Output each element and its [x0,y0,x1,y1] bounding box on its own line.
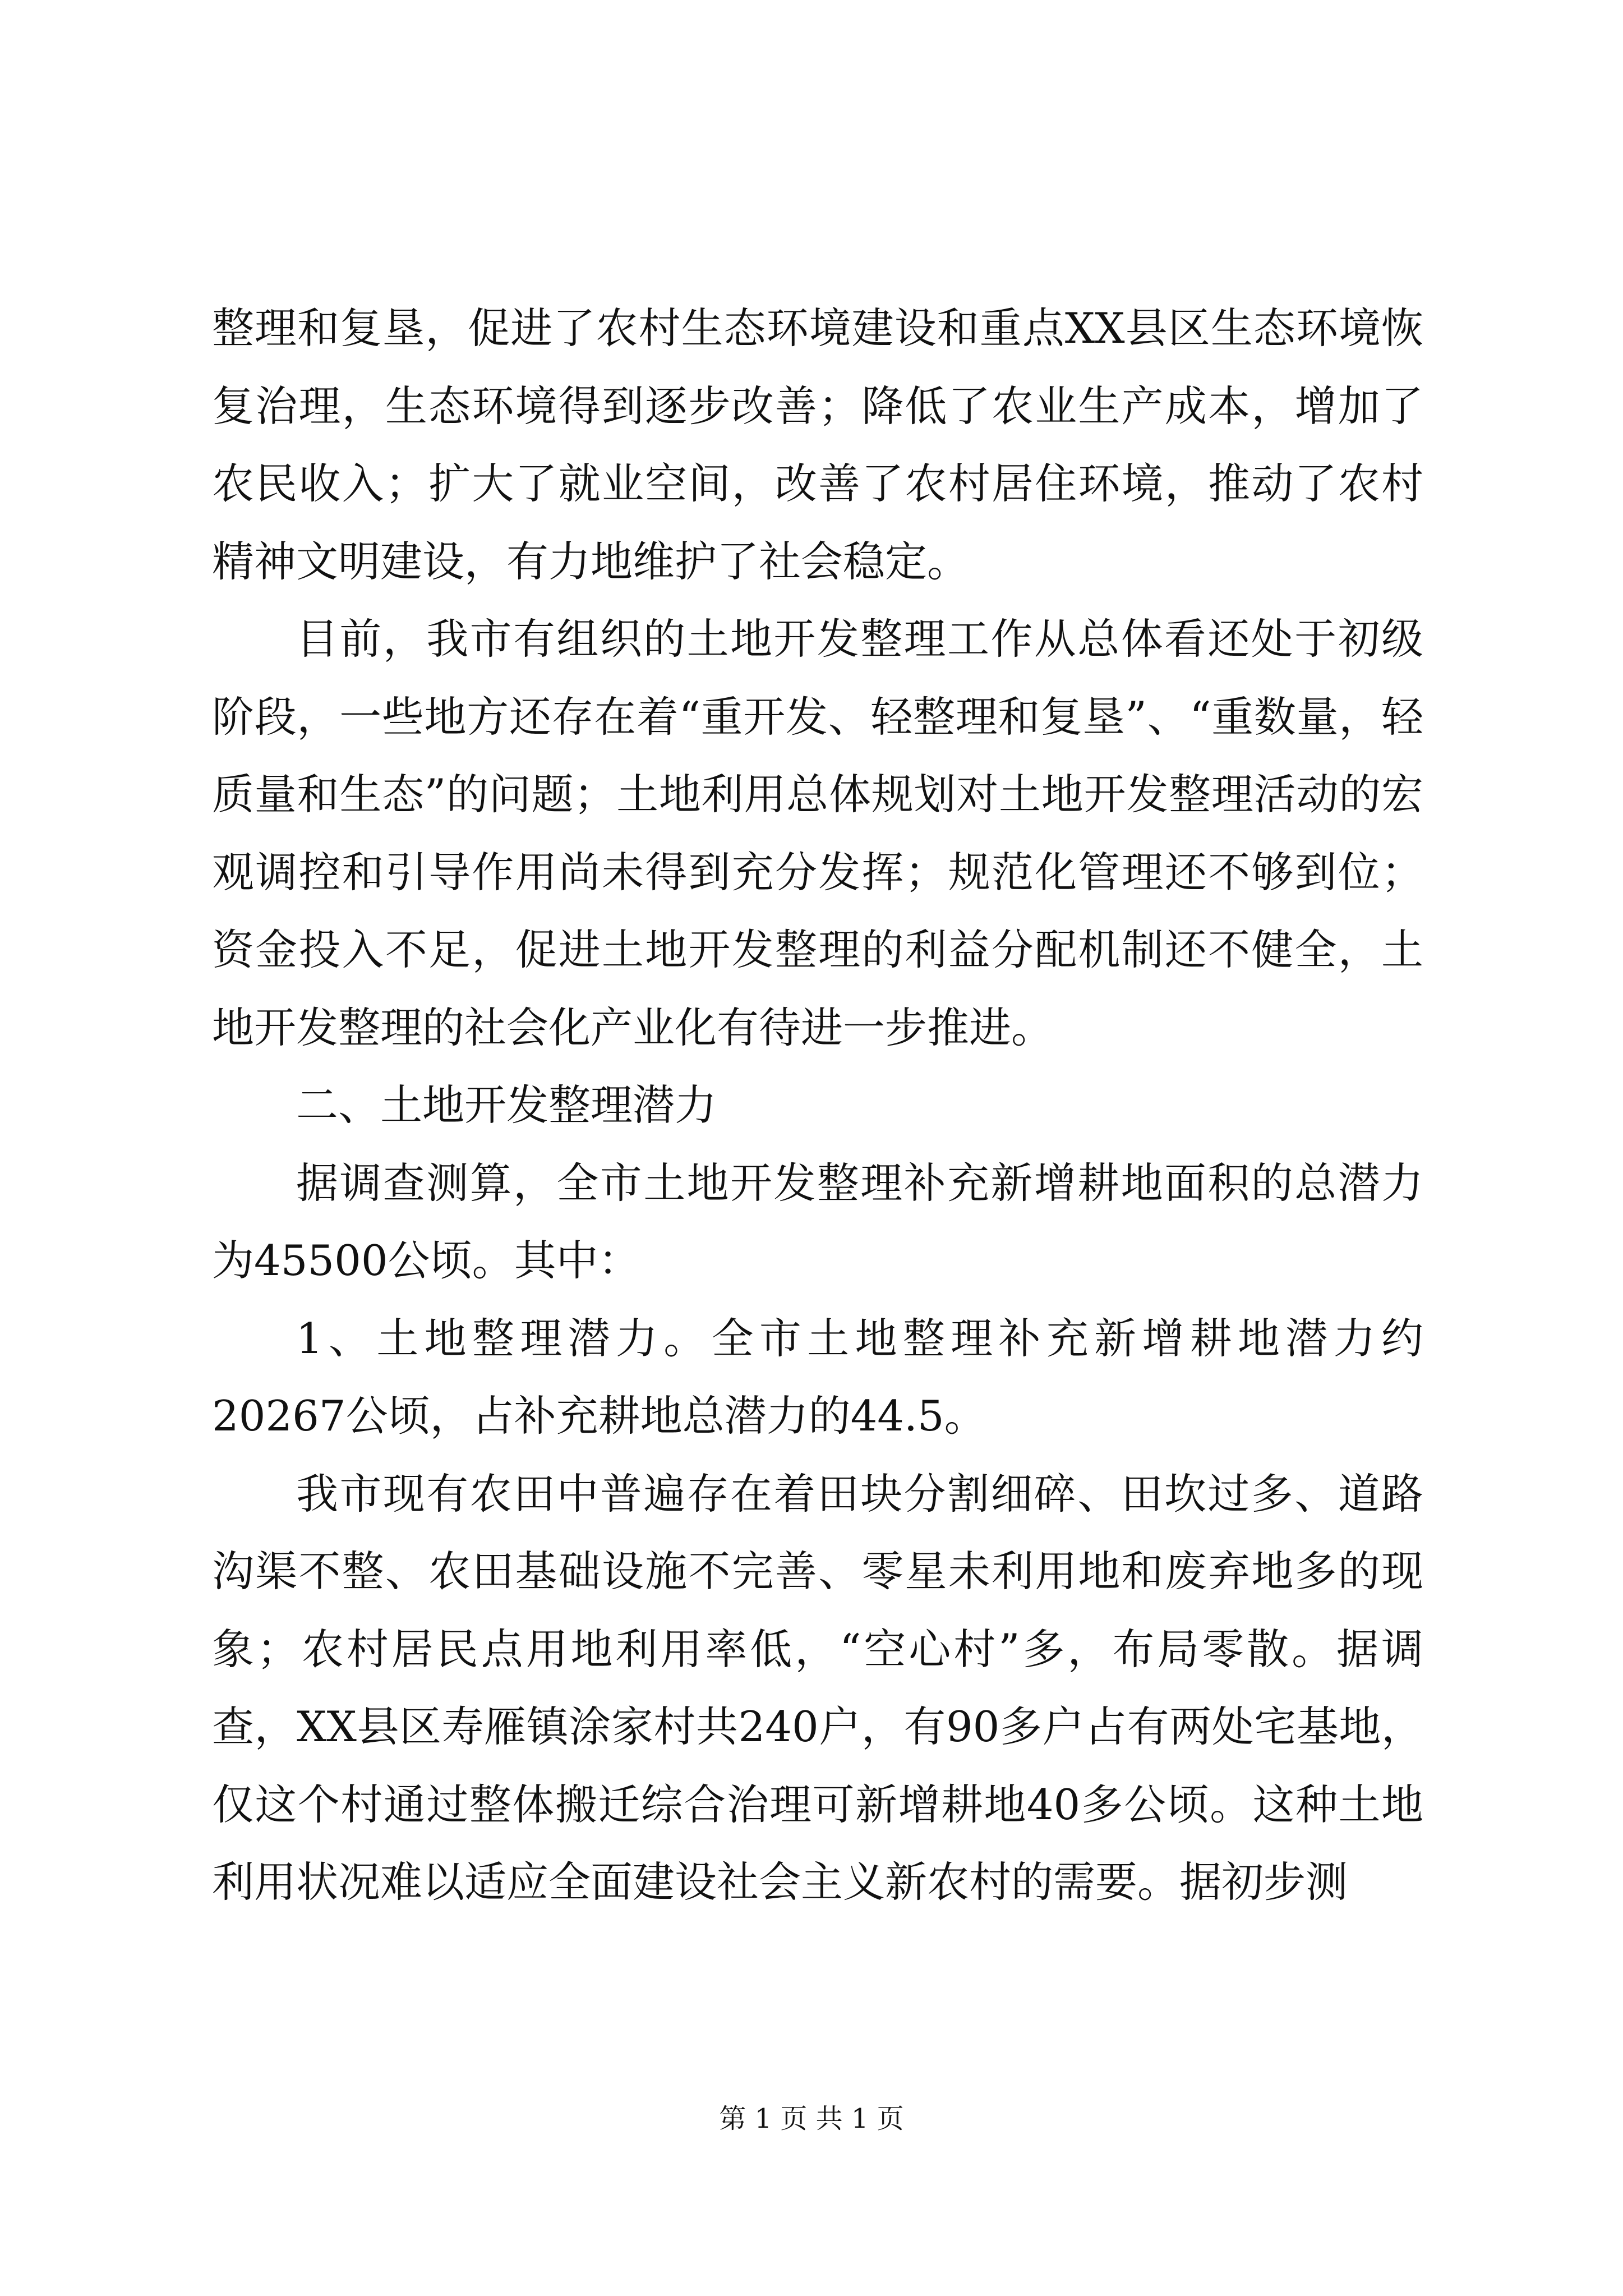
paragraph-land-consolidation-potential: 1、土地整理潜力。全市土地整理补充新增耕地潜力约20267公顷，占补充耕地总潜力的44.5。 [212,1313,1423,1441]
paragraph-total-potential: 据调查测算，全市土地开发整理补充新增耕地面积的总潜力为45500公顷。其中： [212,1158,1423,1285]
document-body [212,289,1423,1921]
paragraph-current-status: 目前，我市有组织的土地开发整理工作从总体看还处于初级阶段，一些地方还存在着“重开发、轻整理和复垦”、“重数量，轻质量和生态”的问题；土地利用总体规划对土地开发整理活动的宏观调控和引导作用尚未得到充分发挥；规范化管理还不够到位；资金投入不足，促进土地开发整理的利益分配机制还不健全，土地开发整理的社会化产业化有待进一步推进。 [212,614,1423,1052]
section-heading: 二、土地开发整理潜力 [296,1080,717,1130]
paragraph-continuation: 整理和复垦，促进了农村生态环境建设和重点XX县区生态环境恢复治理，生态环境得到逐步改善；降低了农业生产成本，增加了农民收入；扩大了就业空间，改善了农村居住环境，推动了农村精神文明建设，有力地维护了社会稳定。 [212,303,1423,586]
paragraph-farmland-situation: 我市现有农田中普遍存在着田块分割细碎、田坎过多、道路沟渠不整、农田基础设施不完善、零星未利用地和废弃地多的现象；农村居民点用地利用率低，“空心村”多，布局零散。据调查，XX县区寿雁镇涂家村共240户，有90多户占有两处宅基地，仅这个村通过整体搬迁综合治理可新增耕地40多公顷。这种土地利用状况难以适应全面建设社会主义新农村的需要。据初步测 [212,1469,1423,1907]
page-footer: 第 1 页 共 1 页 [719,2103,904,2134]
